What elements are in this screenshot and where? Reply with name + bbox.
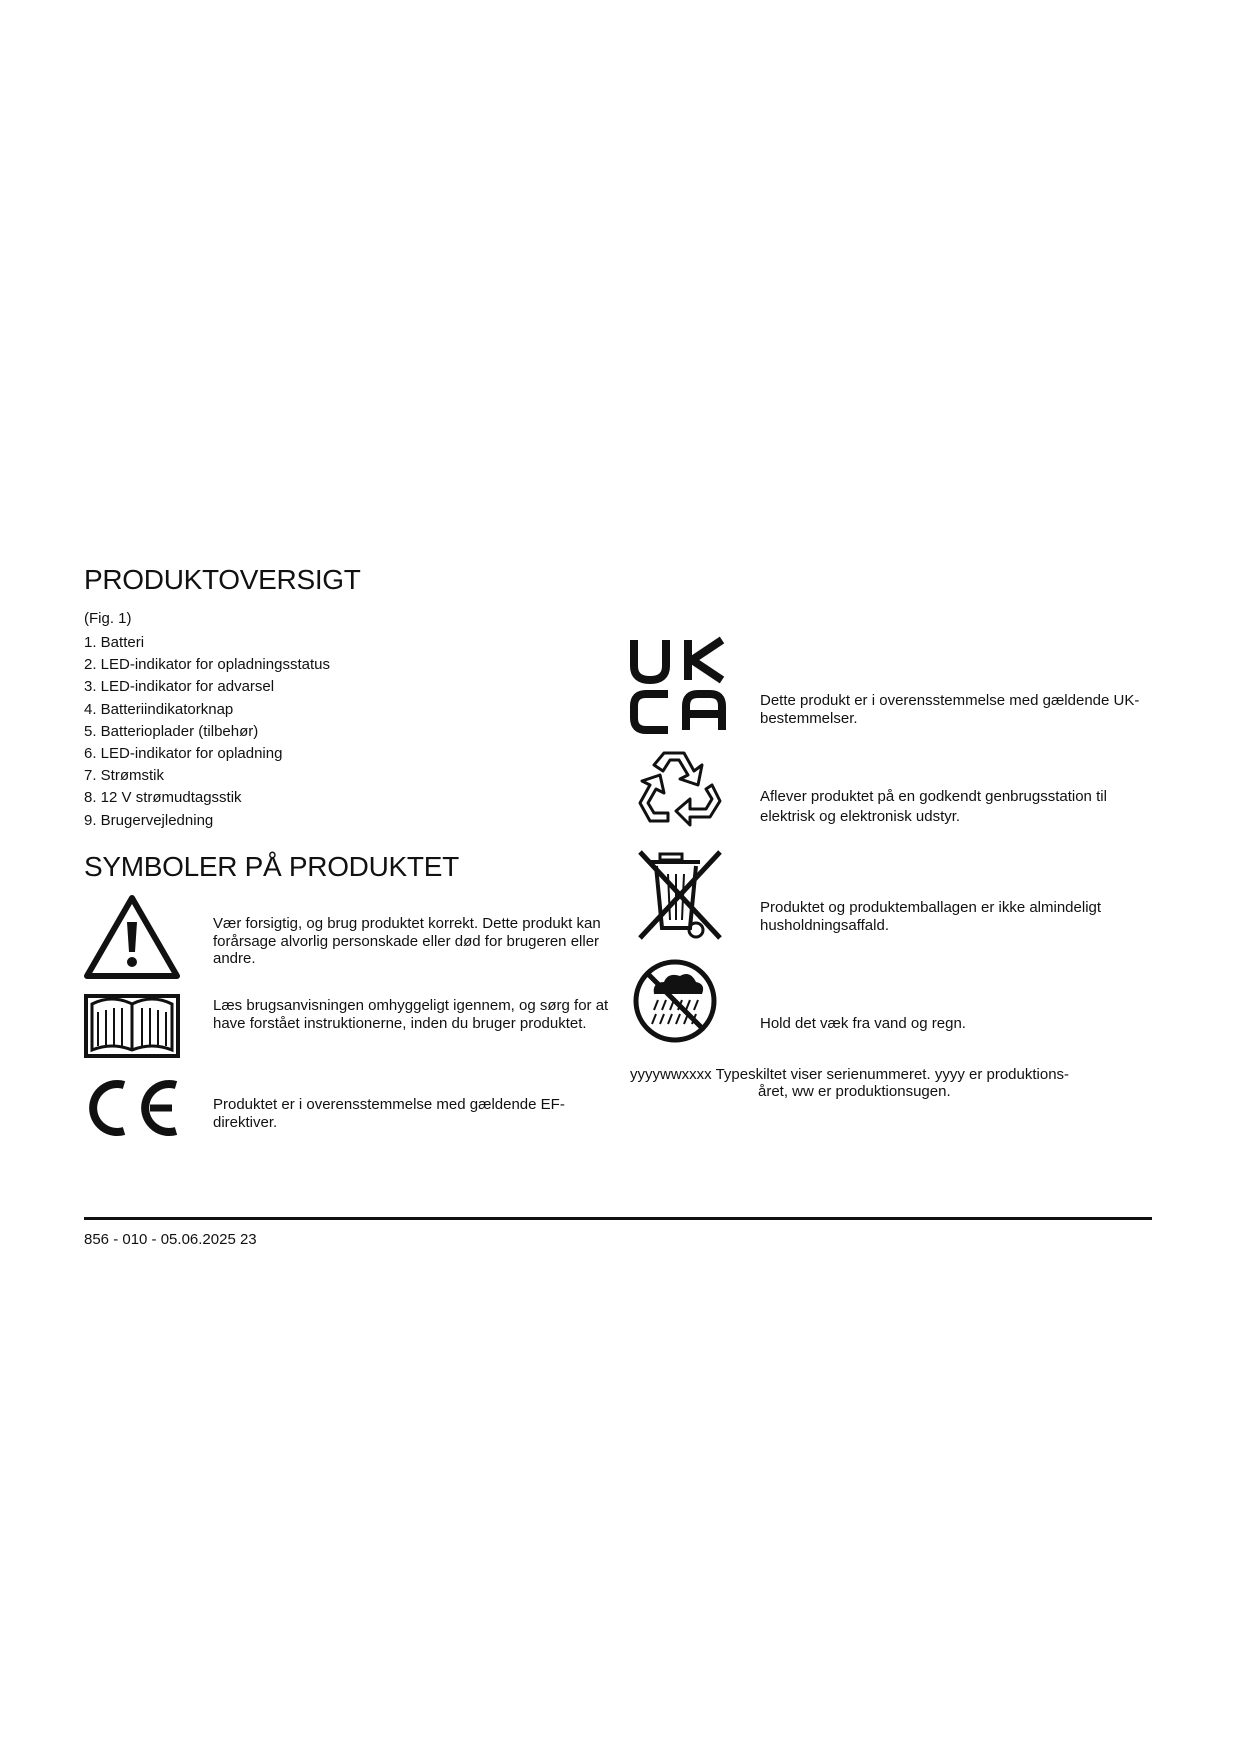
list-item: 7. Strømstik: [84, 767, 165, 785]
list-item: 3. LED-indikator for advarsel: [84, 678, 275, 696]
manual-description: Læs brugsanvisningen omhyggeligt igennem, og sørg for at have forstået instruktionerne, inden du bruger produktet.: [213, 997, 609, 1032]
bin-description: Produktet og produktemballagen er ikke almindeligt husholdningsaffald.: [760, 899, 1102, 934]
ukca-mark-icon: [630, 636, 728, 736]
list-item: 4. Batteriindikatorknap: [84, 700, 234, 718]
list-item: 5. Batterioplader (tilbehør): [84, 722, 259, 740]
list-item: 6. LED-indikator for opladning: [84, 744, 283, 762]
open-book-icon: [84, 990, 180, 1060]
overview-heading: PRODUKTOVERSIGT: [84, 564, 361, 595]
page-number: 23: [239, 1231, 257, 1248]
component-list: [84, 632, 330, 832]
ce-mark-icon: [84, 1077, 180, 1139]
figure-reference: (Fig. 1): [84, 610, 132, 627]
footer-rule: [84, 1217, 1152, 1220]
crossed-bin-icon: [634, 848, 726, 942]
warning-triangle-icon: [84, 894, 180, 980]
ce-description: Produktet er i overensstemmelse med gældende EF-direktiver.: [213, 1096, 565, 1131]
list-item: 2. LED-indikator for opladningsstatus: [84, 656, 330, 674]
recycle-description: Aflever produktet på en godkendt genbrugsstation til elektrisk og elektronisk udstyr.: [760, 788, 1107, 825]
no-rain-description: Hold det væk fra vand og regn.: [760, 1015, 966, 1032]
list-item: 8. 12 V strømudtagsstik: [84, 789, 242, 807]
footer: [84, 1231, 257, 1248]
symbols-heading: SYMBOLER PÅ PRODUKTET: [84, 851, 459, 882]
list-item: 1. Batteri: [84, 634, 145, 651]
serial-line-2: året, ww er produktionsugen.: [758, 1083, 951, 1100]
warning-description: Vær forsigtig, og brug produktet korrekt. Dette produkt kan forårsage alvorlig personskade eller død for brugeren eller andre.: [213, 915, 601, 967]
serial-note: [630, 1066, 1150, 1084]
serial-line-1: Typeskiltet viser serienummeret. yyyy er produktions-: [715, 1066, 1070, 1083]
recycle-icon: [632, 745, 722, 829]
no-rain-icon: [632, 958, 718, 1044]
list-item: 9. Brugervejledning: [84, 811, 214, 829]
serial-code: yyyywwxxxx: [630, 1066, 712, 1083]
document-reference: 856 - 010 - 05.06.2025: [84, 1231, 236, 1248]
ukca-description: Dette produkt er i overensstemmelse med gældende UK-bestemmelser.: [760, 692, 1140, 727]
